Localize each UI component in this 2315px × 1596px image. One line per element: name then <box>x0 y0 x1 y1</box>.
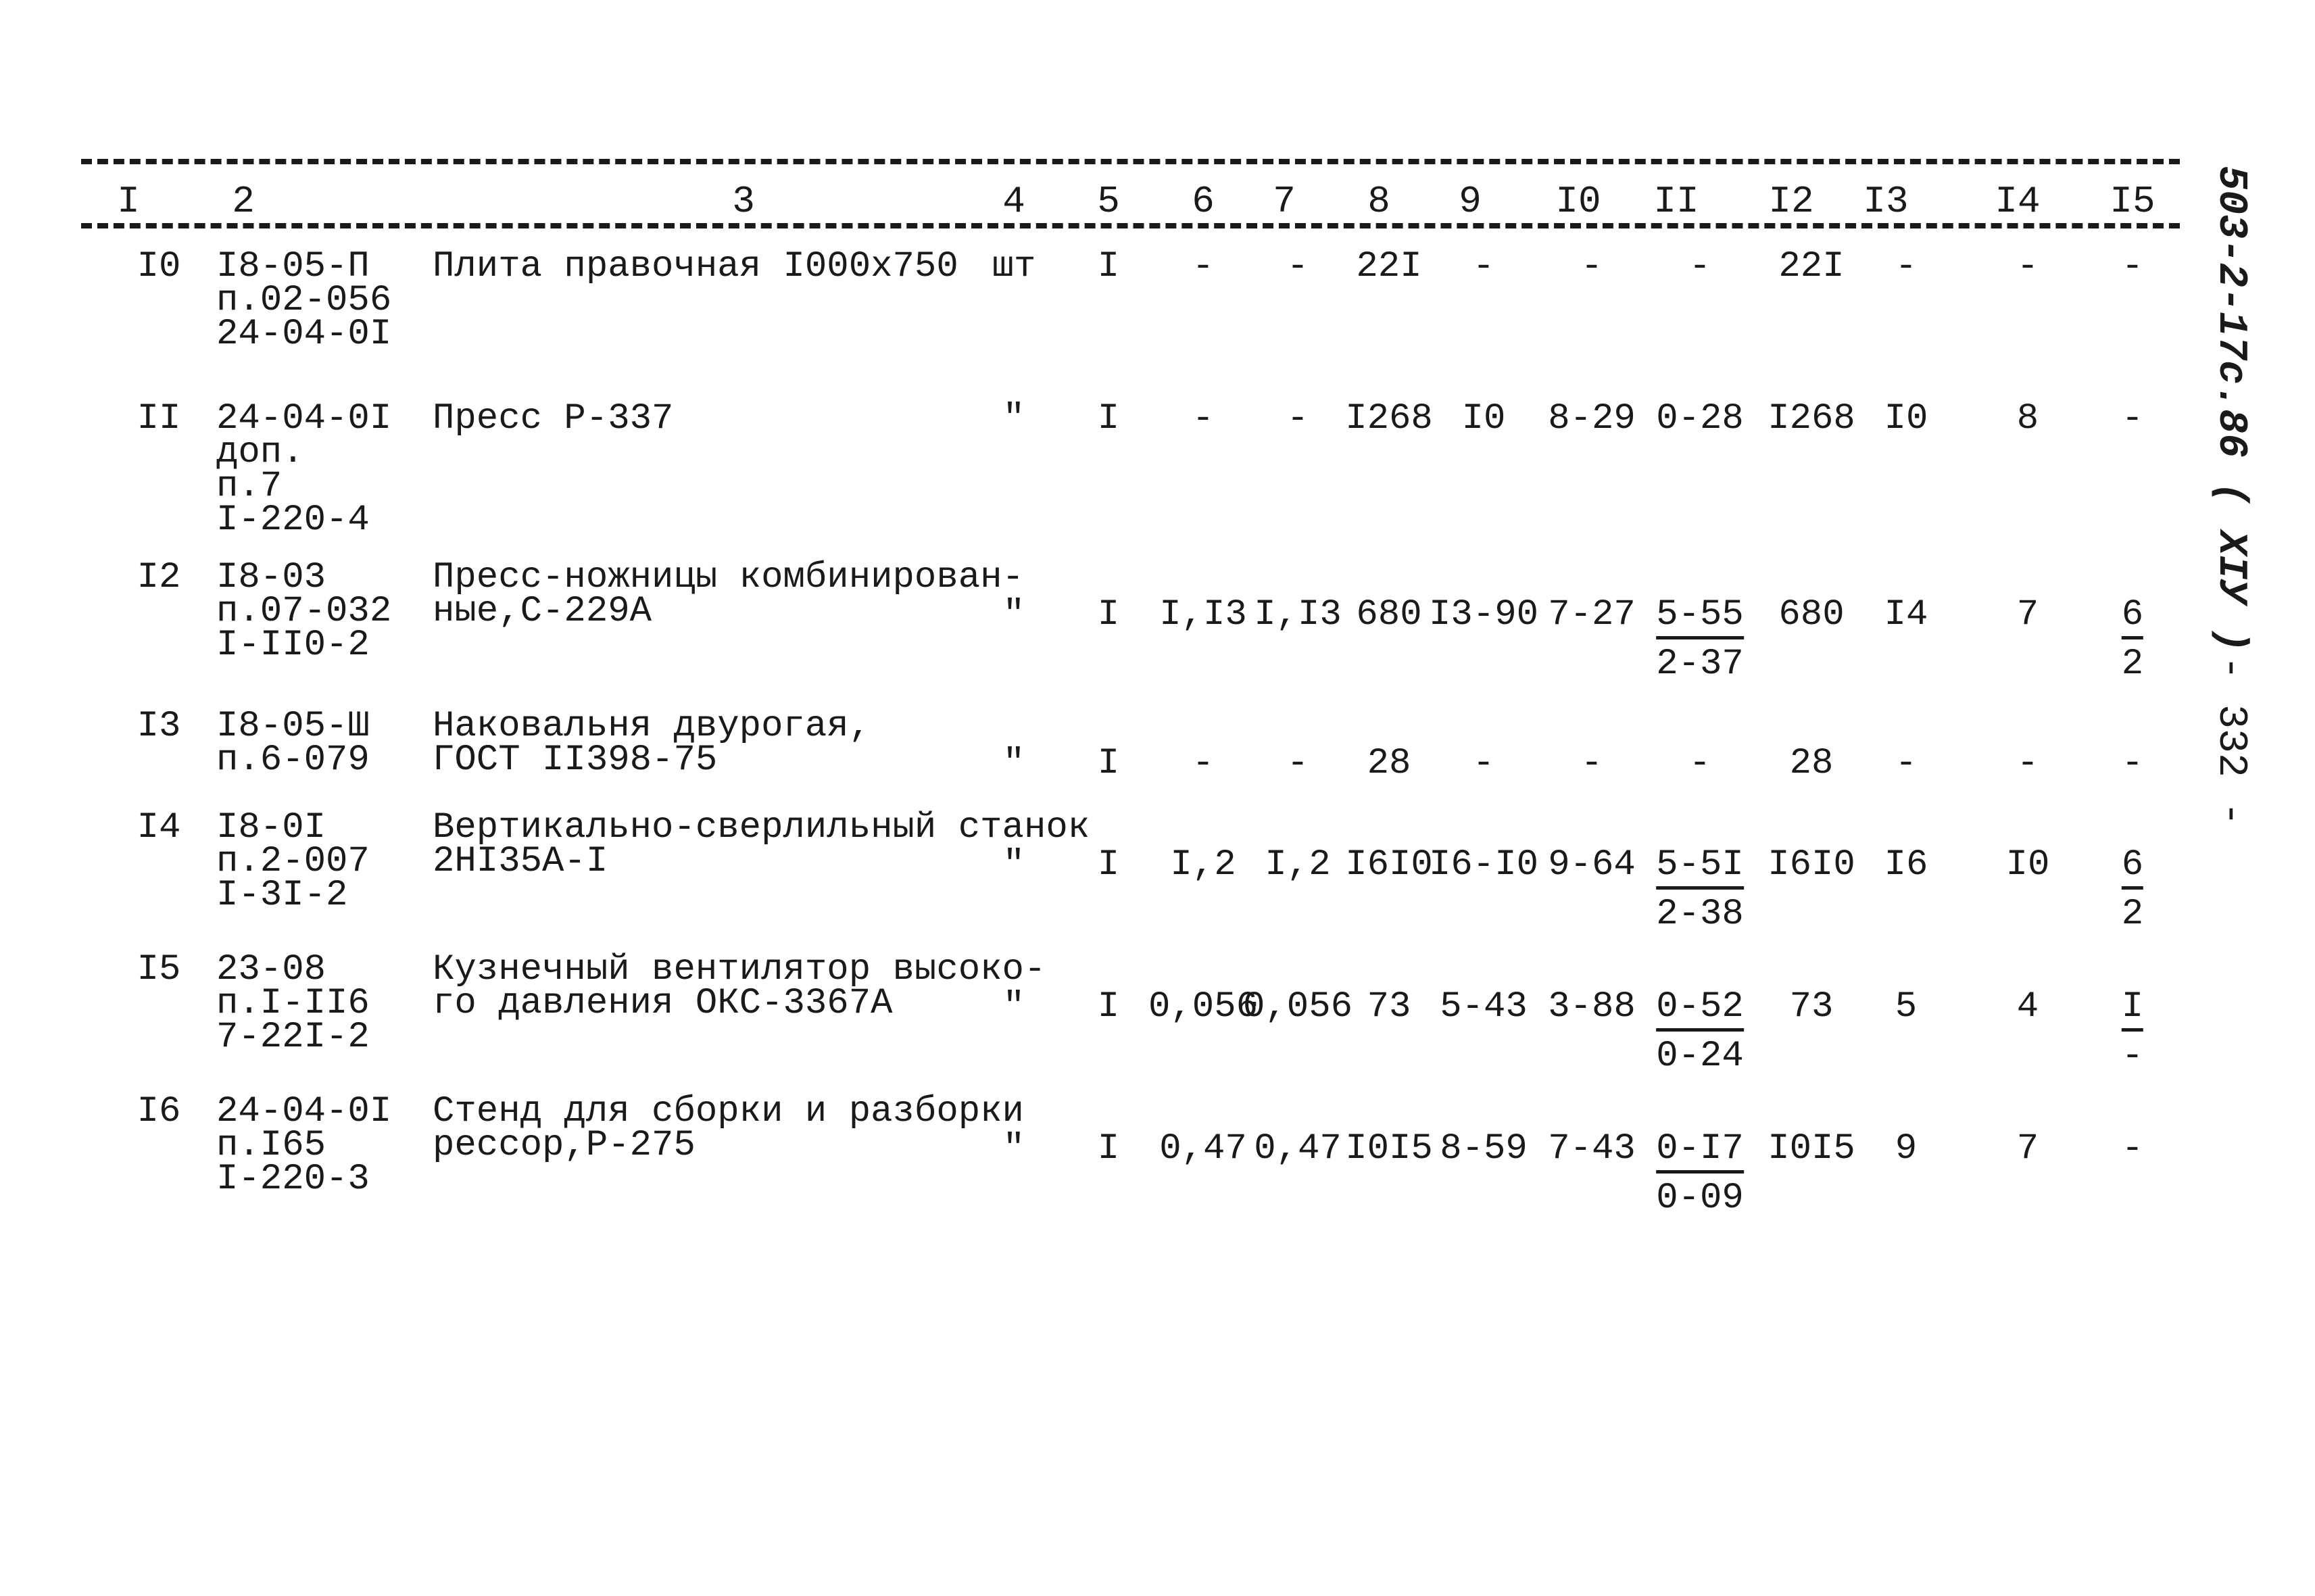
equipment-name: Плита правочная I000х750 <box>433 246 958 287</box>
col-14-value: I0 <box>2005 844 2050 886</box>
col-10-value: 9-64 <box>1548 844 1636 886</box>
equipment-name: Кузнечный вентилятор высоко- го давления ОКС-3367А <box>433 949 1046 1024</box>
col-12-value: 22I <box>1778 246 1845 287</box>
col-14-value: 4 <box>2016 986 2039 1027</box>
col-11-value: - <box>1688 743 1711 784</box>
col-15-value-numerator: I <box>2122 990 2143 1032</box>
header-dashed-rule <box>81 223 2180 228</box>
column-header-8: 8 <box>1367 180 1390 223</box>
col-5-value: I <box>1097 1128 1120 1169</box>
col-12-value: I6I0 <box>1768 844 1855 886</box>
col-10-value: 8-29 <box>1548 398 1636 439</box>
unit: " <box>1002 986 1025 1027</box>
col-10-value: - <box>1580 743 1603 784</box>
col-11-value-numerator: 0-52 <box>1656 990 1744 1032</box>
col-9-value: 8-59 <box>1440 1128 1528 1169</box>
col-15-value <box>2121 844 2144 935</box>
column-header-14: I4 <box>1995 180 2041 223</box>
col-14-value: - <box>2016 743 2039 784</box>
col-11-value: - <box>1688 246 1711 287</box>
col-7-value: - <box>1286 398 1309 439</box>
col-8-value: I6I0 <box>1345 844 1433 886</box>
col-8-value: 680 <box>1356 594 1422 635</box>
price-reference: I8-0I п.2-007 I-3I-2 <box>216 807 370 916</box>
col-11-value-denominator: 0-09 <box>1656 1178 1744 1219</box>
column-header-4: 4 <box>1002 180 1025 223</box>
col-15-value-denominator: - <box>2121 1036 2144 1077</box>
col-12-value: 28 <box>1789 743 1834 784</box>
column-header-11: II <box>1653 180 1699 223</box>
row-number: I5 <box>137 949 181 990</box>
col-15-value: - <box>2121 246 2144 287</box>
col-5-value: I <box>1097 594 1120 635</box>
col-9-value: - <box>1472 743 1495 784</box>
col-15-value: - <box>2121 398 2144 439</box>
col-11-value-numerator: 5-55 <box>1656 598 1744 639</box>
equipment-name: Стенд для сборки и разборки рессор,Р-275 <box>433 1091 1024 1166</box>
col-11-value <box>1656 594 1744 685</box>
price-reference: I8-05-Ш п.6-079 <box>216 706 370 781</box>
page-number: - 332 - <box>2208 656 2253 827</box>
col-7-value: I,2 <box>1265 844 1331 886</box>
col-11-value-fraction <box>1656 844 1744 935</box>
column-header-3: 3 <box>732 180 755 223</box>
col-11-value-denominator: 2-38 <box>1656 894 1744 935</box>
unit: " <box>1002 743 1025 784</box>
price-reference: 24-04-0I доп. п.7 I-220-4 <box>216 398 392 541</box>
col-9-value: 5-43 <box>1440 986 1528 1027</box>
column-header-9: 9 <box>1459 180 1482 223</box>
col-15-value-fraction <box>2121 844 2144 935</box>
col-11-value-numerator: 5-5I <box>1656 848 1744 890</box>
row-number: I6 <box>137 1091 181 1132</box>
col-7-value: 0,056 <box>1242 986 1353 1027</box>
col-6-value: I,I3 <box>1159 594 1247 635</box>
column-header-7: 7 <box>1273 180 1296 223</box>
col-13-value: - <box>1895 743 1918 784</box>
col-15-value: - <box>2121 743 2144 784</box>
col-11-value-fraction <box>1656 986 1744 1077</box>
top-dashed-rule <box>81 159 2180 164</box>
unit: " <box>1002 398 1025 439</box>
col-15-value-denominator: 2 <box>2121 644 2144 685</box>
col-8-value: I0I5 <box>1345 1128 1433 1169</box>
col-15-value <box>2121 986 2144 1077</box>
col-15-value-numerator: 6 <box>2122 598 2143 639</box>
col-8-value: 73 <box>1367 986 1411 1027</box>
col-14-value: 7 <box>2016 1128 2039 1169</box>
col-8-value: 22I <box>1356 246 1422 287</box>
column-header-13: I3 <box>1863 180 1909 223</box>
col-13-value: 5 <box>1895 986 1918 1027</box>
col-15-value-fraction <box>2121 594 2144 685</box>
col-14-value: - <box>2016 246 2039 287</box>
col-11-value-fraction <box>1656 594 1744 685</box>
col-11-value: 0-28 <box>1656 398 1744 439</box>
col-13-value: I4 <box>1884 594 1928 635</box>
equipment-name: Вертикально-сверлильный станок 2НI35А-I <box>433 807 1090 882</box>
equipment-name: Наковальня двурогая, ГОСТ II398-75 <box>433 706 871 781</box>
document-code: 503-2-17c.86 ( XIУ ) <box>2208 166 2253 653</box>
col-6-value: - <box>1192 246 1215 287</box>
col-14-value: 8 <box>2016 398 2039 439</box>
col-8-value: I268 <box>1345 398 1433 439</box>
col-8-value: 28 <box>1367 743 1411 784</box>
col-13-value: - <box>1895 246 1918 287</box>
col-12-value: I0I5 <box>1768 1128 1855 1169</box>
col-7-value: I,I3 <box>1254 594 1342 635</box>
col-13-value: I6 <box>1884 844 1928 886</box>
price-reference: 24-04-0I п.I65 I-220-3 <box>216 1091 392 1200</box>
col-5-value: I <box>1097 844 1120 886</box>
col-9-value: - <box>1472 246 1495 287</box>
col-13-value: I0 <box>1884 398 1928 439</box>
column-header-2: 2 <box>232 180 255 223</box>
col-6-value: - <box>1192 743 1215 784</box>
col-10-value: 7-27 <box>1548 594 1636 635</box>
unit: " <box>1002 1128 1025 1169</box>
column-header-12: I2 <box>1768 180 1814 223</box>
unit: " <box>1002 594 1025 635</box>
equipment-name: Пресс Р-337 <box>433 398 674 439</box>
row-number: I3 <box>137 706 181 747</box>
col-12-value: 73 <box>1789 986 1834 1027</box>
col-11-value-denominator: 0-24 <box>1656 1036 1744 1077</box>
column-header-6: 6 <box>1192 180 1215 223</box>
col-11-value-numerator: 0-I7 <box>1656 1132 1744 1174</box>
col-7-value: - <box>1286 743 1309 784</box>
col-15-value: - <box>2121 1128 2144 1169</box>
col-15-value-denominator: 2 <box>2121 894 2144 935</box>
col-10-value: 3-88 <box>1548 986 1636 1027</box>
price-reference: I8-05-П п.02-056 24-04-0I <box>216 246 392 355</box>
col-15-value <box>2121 594 2144 685</box>
col-6-value: 0,47 <box>1159 1128 1247 1169</box>
col-11-value <box>1656 844 1744 935</box>
row-number: I4 <box>137 807 181 848</box>
row-number: I0 <box>137 246 181 287</box>
unit: " <box>1002 844 1025 886</box>
col-9-value: I6-I0 <box>1428 844 1539 886</box>
column-header-10: I0 <box>1555 180 1601 223</box>
col-15-value-fraction <box>2121 986 2144 1077</box>
col-7-value: 0,47 <box>1254 1128 1342 1169</box>
row-number: I2 <box>137 557 181 598</box>
price-reference: I8-03 п.07-032 I-II0-2 <box>216 557 392 666</box>
col-5-value: I <box>1097 743 1120 784</box>
col-12-value: 680 <box>1778 594 1845 635</box>
col-9-value: I3-90 <box>1428 594 1539 635</box>
col-10-value: 7-43 <box>1548 1128 1636 1169</box>
col-15-value-numerator: 6 <box>2122 848 2143 890</box>
col-13-value: 9 <box>1895 1128 1918 1169</box>
col-6-value: I,2 <box>1170 844 1236 886</box>
col-12-value: I268 <box>1768 398 1855 439</box>
col-11-value-denominator: 2-37 <box>1656 644 1744 685</box>
col-5-value: I <box>1097 398 1120 439</box>
col-11-value <box>1656 986 1744 1077</box>
col-5-value: I <box>1097 246 1120 287</box>
col-6-value: 0,056 <box>1148 986 1259 1027</box>
col-14-value: 7 <box>2016 594 2039 635</box>
column-header-1: I <box>117 180 140 223</box>
col-6-value: - <box>1192 398 1215 439</box>
row-number: II <box>137 398 181 439</box>
col-10-value: - <box>1580 246 1603 287</box>
column-header-15: I5 <box>2110 180 2155 223</box>
col-7-value: - <box>1286 246 1309 287</box>
col-5-value: I <box>1097 986 1120 1027</box>
col-11-value-fraction <box>1656 1128 1744 1219</box>
unit: шт <box>992 246 1036 287</box>
col-11-value <box>1656 1128 1744 1219</box>
col-9-value: I0 <box>1461 398 1506 439</box>
equipment-name: Пресс-ножницы комбинирован- ные,С-229А <box>433 557 1024 632</box>
column-header-5: 5 <box>1097 180 1120 223</box>
price-reference: 23-08 п.I-II6 7-22I-2 <box>216 949 370 1058</box>
